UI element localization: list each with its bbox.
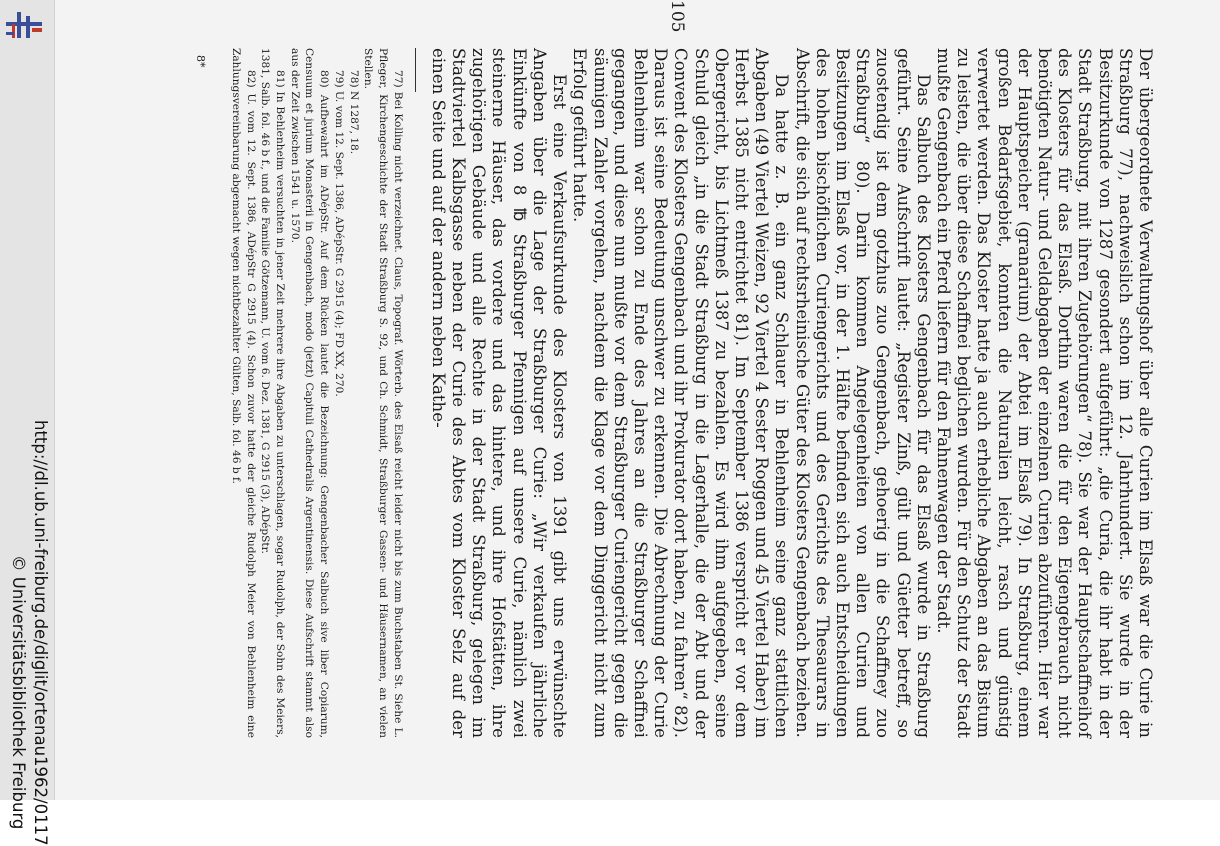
footnote: 79) U. vom 12. Sept. 1386, ADépStr. G 2915 (4); FD XX, 270.	[332, 70, 345, 397]
signature-mark: 8*	[194, 55, 207, 68]
permalink-url[interactable]: http://dl.ub.uni-freiburg.de/diglit/ortenau1962/0117	[31, 420, 50, 846]
paragraph: Der übergeordnete Verwaltungshof über alle Curien im Elsaß war die Curie in Straßburg 77), nachweislich schon im 12. Jahrhundert. Sie wurde in der Besitzurkunde von 1287 gesondert aufgeführt: „die Curia, die ihr habt in der Stadt Straßburg, mit ihren Zugehörungen“ 78). Sie war der Hauptschaffneihof des Klosters für das Elsaß. Dorthin waren die für den Eigengebrauch nicht benötigten Natur- und Geldabgaben der einzelnen Curien abzuführen. Hier war der Hauptspeicher (granarium) der Abtei im Elsaß 79). In Straßburg, einem großen Bedarfsgebiet, konnten die Naturalien leicht, rasch und günstig verwertet werden. Das Kloster hatte ja auch erhebliche Abgaben an das Bistum zu leisten, die über diese Schaffnei beglichen wurden. Für den Schutz der Stadt mußte Gengenbach ein Pferd liefern für den Fahnenwagen der Stadt.	[933, 48, 1155, 738]
viewer-sidebar	[0, 0, 55, 846]
page-number: 105	[667, 0, 687, 33]
footnote: 81) In Behlenheim versuchten in jener Zeit mehrere ihre Abgaben zu unterschlagen, sogar Rudolph, der Sohn des Meiers, 1381, Salb. fol. 46 b f., und die Familie Götzemann, U. vom 6. Dez. 1381, G 2915 (3), ADépStr.	[259, 48, 287, 738]
footnote: 77) Bei Kolling nicht verzeichnet. Claus, Topograf. Wörterb. des Elsaß reicht leider nicht bis zum Buchstaben St. Siehe L. Pfleger, Kirchengeschichte der Stadt Straßburg S. 92, und Ch. Schmidt, Straßburger Gassen- und Häusernamen, an vielen Stellen.	[362, 48, 404, 738]
paragraph: Das Salbuch des Klosters Gengenbach für das Elsaß wurde in Straßburg geführt. Seine Aufschrift lautet: „Register Zinß, gült und Güetter betreff, so zuostendig ist dem gotzhus zuo Gengenbach, gehoerig in die Schaffney zuo Straßburg“ 80). Darin kommen Angelegenheiten von allen Curien und Besitzungen im Elsaß vor, in der 1. Hälfte befinden sich auch Entscheidungen des hohen bischöflichen Curiengerichts und des Gerichts des Thesaurars in Abschrift, die sich auf rechtsrheinische Güter des Klosters Gengenbach beziehen.	[792, 48, 933, 738]
page-content	[155, 48, 1155, 738]
university-library-logo-icon[interactable]	[4, 10, 44, 40]
footnote: 82) U. vom 12. Sept. 1386, ADépStr G 2915 (4). Schon zuvor hatte der gleiche Rudolph Meier von Behlenheim eine Zahlungsvereinbarung abgemacht wegen nichtbezahlter Gülten, Salb. fol. 46 b f.	[229, 48, 257, 738]
footnote: 80) Aufbewahrt im ADépStr. Auf dem Rücken lautet die Bezeichnung: Gengenbacher Salbuch sive liber Copiarum, Censuum et jurium Monasterii in Gengenbach, modo (jetzt) Capituli Cathedralis Argentinensis. Diese Aufschrift stammt also aus der Zeit zwischen 1541 u. 1570.	[288, 48, 331, 738]
paragraph: Da hatte z. B. ein ganz Schlauer in Behlenheim seine ganz stattlichen Abgaben (49 Viertel Weizen, 92 Viertel 4 Sester Roggen und 45 Viertel Haber) im Herbst 1385 nicht entrichtet 81). Im September 1386 verspricht er vor dem Obergericht, bis Lichtmeß 1387 zu bezahlen. Es wird ihm aufgegeben, seine Schuld gleich „in die Stadt Straßburg in die Lagerhalle, die der Abt und der Convent des Klosters Gengenbach und ihr Prokurator dort haben, zu fahren“ 82). Daraus ist seine Bedeutung unschwer zu erkennen. Die Abrechnung der Curie Behlenheim war schon zu Ende des Jahres an die Straßburger Schaffnei gegangen, und diese nun mußte vor dem Straßburger Curiengericht gegen die säumigen Zahler vorgehen, nachdem die Klage vor dem Dinggericht nicht zum Erfolg geführt hatte.	[570, 48, 792, 738]
footnote-divider	[415, 48, 416, 92]
footnote: 78) N 1287, 18.	[347, 70, 360, 155]
scanned-page	[55, 0, 1220, 800]
copyright-notice: © Universitätsbibliothek Freiburg	[9, 555, 28, 830]
body-text	[428, 48, 1155, 738]
paragraph: Erst eine Verkaufsurkunde des Klosters von 1391 gibt uns erwünschte Angaben über die Lage der Straßburger Curie: „Wir verkaufen jährliche Einkünfte von 8 ℔ Straßburger Pfennigen auf unsere Curie, nämlich zwei steinerne Häuser, das vordere und das hintere, und ihre Hofstätten, ihre zugehörigen Gebäude und alle Rechte in der Stadt Straßburg, gelegen im Stadtviertel Kalbsgasse neben der Curie des Abtes vom Kloster Selz auf der einen Seite und auf der andern neben Kathe-	[428, 48, 570, 738]
footnotes	[228, 48, 404, 738]
